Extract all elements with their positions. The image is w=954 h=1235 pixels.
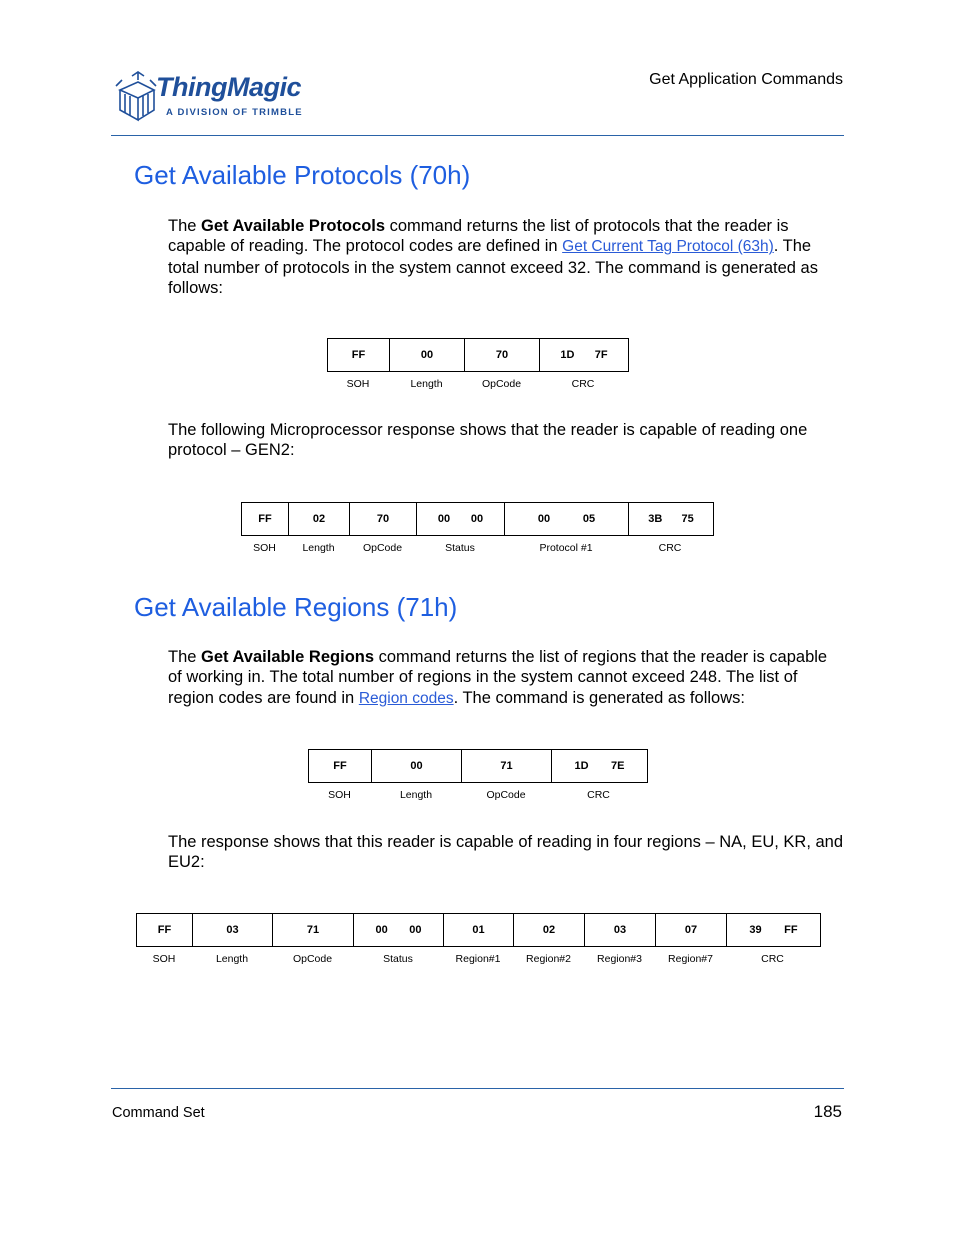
packet-field-cell	[465, 339, 540, 371]
packet-field-cell	[727, 914, 820, 946]
header-section-title: Get Application Commands	[649, 71, 843, 88]
packet-byte: 03	[613, 924, 627, 936]
packet-field-label: SOH	[346, 378, 370, 390]
packet-field-cell	[350, 503, 417, 535]
packet-byte: 70	[376, 513, 390, 525]
packet-byte: 71	[500, 760, 513, 772]
packet-byte: 00	[537, 513, 551, 525]
logo-name: ThingMagic	[156, 72, 301, 102]
packet-field-labels	[327, 378, 629, 394]
link-get-current-tag-protocol[interactable]: Get Current Tag Protocol (63h)	[562, 238, 774, 256]
packet-field-cell	[242, 503, 289, 535]
packet-byte: 00	[470, 513, 484, 525]
packet-byte: FF	[784, 924, 798, 936]
packet-field-label: Length	[302, 542, 335, 554]
packet-field-label: Length	[410, 378, 443, 390]
packet-field-cell	[444, 914, 514, 946]
packet-field-labels	[308, 789, 648, 805]
packet-field-cell	[137, 914, 193, 946]
packet-byte: 00	[375, 924, 388, 936]
logo-cube-icon	[112, 68, 160, 124]
packet-byte: 05	[582, 513, 596, 525]
packet-field-label: OpCode	[486, 789, 526, 801]
page-number: 185	[813, 1102, 842, 1121]
packet-field-cell	[273, 914, 354, 946]
packet-field-label: OpCode	[292, 953, 333, 965]
packet-bytes-row	[327, 338, 629, 372]
link-region-codes[interactable]: Region codes	[358, 689, 454, 707]
packet-byte: 00	[437, 513, 451, 525]
packet-field-label: SOH	[152, 953, 176, 965]
bold-command-name: Get Available Regions	[201, 648, 375, 666]
packet-field-cell	[328, 339, 390, 371]
packet-byte: 39	[749, 924, 762, 936]
packet-byte: FF	[157, 924, 172, 936]
footer-rule	[111, 1088, 844, 1089]
bold-command-name: Get Available Protocols	[201, 217, 386, 235]
packet-byte: 02	[312, 513, 326, 525]
footer-section-name: Command Set	[112, 1105, 205, 1121]
packet-field-label: Length	[215, 953, 249, 965]
packet-field-labels	[241, 542, 714, 558]
header-rule	[111, 135, 844, 136]
packet-byte: 02	[542, 924, 556, 936]
packet-byte: FF	[258, 513, 272, 525]
packet-field-label: Status	[383, 953, 413, 965]
packet-byte: 71	[306, 924, 320, 936]
packet-field-label: Region#3	[597, 953, 642, 965]
packet-bytes-row	[308, 749, 648, 783]
packet-field-label: Region#7	[668, 953, 713, 965]
packet-byte: FF	[333, 760, 347, 772]
packet-bytes-row	[136, 913, 821, 947]
paragraph-regions-intro: The Get Available Regions command returns the list of regions that the reader is capable of working in. The total number of regions in the system cannot exceed 248. The list of region codes are found in Region codes. The command is generated as follows:	[168, 648, 828, 707]
packet-field-cell	[552, 750, 647, 782]
heading-get-available-protocols: Get Available Protocols (70h)	[134, 160, 471, 190]
packet-byte: 00	[410, 760, 423, 772]
packet-field-cell	[514, 914, 585, 946]
packet-byte: 1D	[560, 349, 575, 361]
paragraph-protocols-response: The following Microprocessor response shows that the reader is capable of reading one protocol – GEN2:	[168, 421, 808, 460]
packet-byte: 3B	[648, 513, 663, 525]
packet-field-cell	[540, 339, 628, 371]
packet-field-label: CRC	[571, 378, 595, 390]
packet-field-label: Protocol #1	[539, 542, 593, 554]
packet-byte: 00	[420, 349, 434, 361]
packet-field-cell	[390, 339, 465, 371]
packet-field-cell	[656, 914, 727, 946]
packet-byte: FF	[351, 349, 366, 361]
packet-field-cell	[354, 914, 444, 946]
packet-field-label: SOH	[328, 789, 351, 801]
packet-field-label: OpCode	[481, 378, 522, 390]
packet-field-cell	[309, 750, 372, 782]
packet-field-label: OpCode	[362, 542, 403, 554]
packet-field-cell	[585, 914, 656, 946]
packet-field-label: Region#1	[455, 953, 501, 965]
paragraph-protocols-intro: The Get Available Protocols command returns the list of protocols that the reader is capable of reading. The protocol codes are defined in Get Current Tag Protocol (63h). The total number of protocols in the system cannot exceed 32. The command is generated as follows:	[168, 217, 818, 297]
packet-field-cell	[193, 914, 273, 946]
packet-byte: 7F	[594, 349, 608, 361]
packet-field-cell	[372, 750, 462, 782]
heading-get-available-regions: Get Available Regions (71h)	[134, 592, 458, 622]
packet-field-label: CRC	[761, 953, 784, 965]
thingmagic-logo	[112, 68, 312, 124]
packet-response-70h	[241, 502, 714, 558]
packet-byte: 75	[681, 513, 694, 525]
packet-byte: 1D	[574, 760, 589, 772]
packet-field-cell	[462, 750, 552, 782]
packet-field-cell	[629, 503, 713, 535]
packet-field-label: CRC	[587, 789, 610, 801]
packet-bytes-row	[241, 502, 714, 536]
packet-field-label: Status	[445, 542, 475, 554]
packet-field-label: SOH	[253, 542, 276, 554]
packet-field-cell	[289, 503, 350, 535]
logo-tagline: A DIVISION OF TRIMBLE	[166, 107, 303, 118]
packet-byte: 70	[495, 349, 509, 361]
packet-field-label: Length	[399, 789, 433, 801]
paragraph-regions-response: The response shows that this reader is capable of reading in four regions – NA, EU, KR, and EU2:	[168, 833, 844, 872]
packet-field-label: CRC	[658, 542, 682, 554]
packet-field-cell	[505, 503, 629, 535]
packet-byte: 07	[684, 924, 698, 936]
packet-command-71h	[308, 749, 648, 805]
packet-byte: 03	[226, 924, 239, 936]
packet-byte: 00	[409, 924, 422, 936]
packet-command-70h	[327, 338, 629, 394]
packet-response-71h	[136, 913, 821, 969]
packet-field-labels	[136, 953, 821, 969]
packet-field-cell	[417, 503, 505, 535]
packet-byte: 01	[472, 924, 485, 936]
packet-field-label: Region#2	[526, 953, 571, 965]
packet-byte: 7E	[611, 760, 625, 772]
